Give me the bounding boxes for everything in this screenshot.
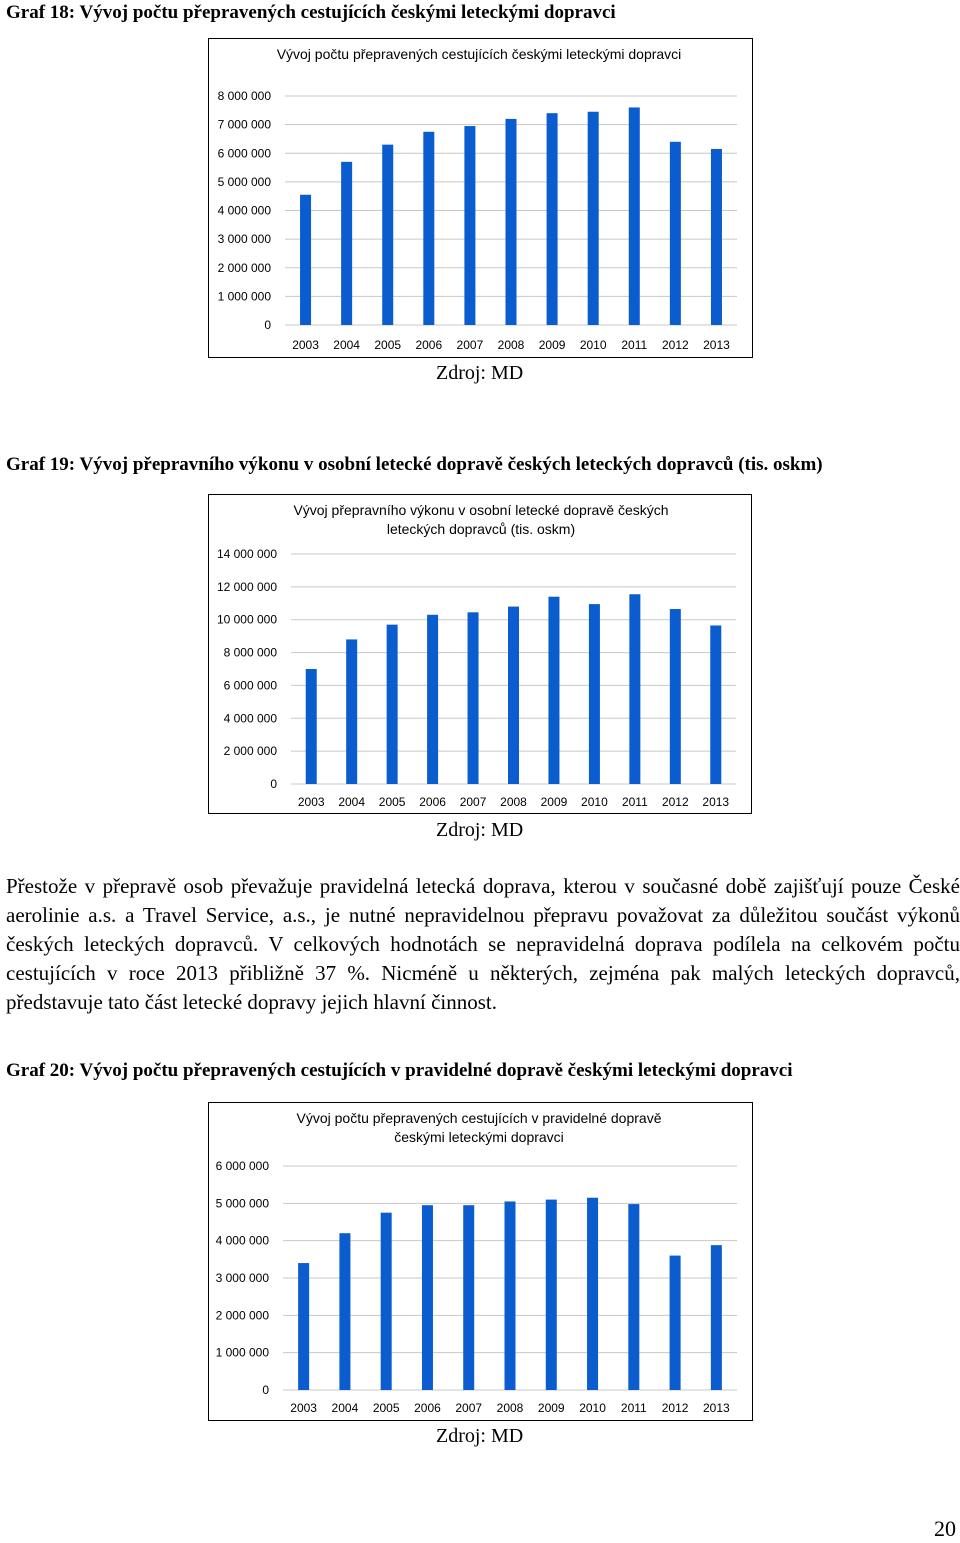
- x-tick-label: 2004: [331, 1401, 359, 1415]
- y-tick-label: 2 000 000: [217, 260, 271, 275]
- x-tick-label: 2007: [456, 338, 484, 352]
- y-tick-label: 4 000 000: [215, 1233, 269, 1248]
- chart-19: [208, 494, 752, 814]
- x-tick-label: 2011: [620, 1401, 647, 1415]
- y-tick-label: 5 000 000: [217, 174, 271, 189]
- x-tick-label: 2011: [621, 338, 648, 352]
- chart-18-source: Zdroj: MD: [436, 362, 524, 384]
- y-tick-label: 3 000 000: [217, 232, 271, 247]
- y-tick-label: 0: [270, 777, 277, 791]
- y-tick-label: 3 000 000: [215, 1271, 269, 1285]
- bar-2007: [464, 126, 475, 325]
- body-paragraph: Přestože v přepravě osob převažuje pravidelná letecká doprava, kterou v současné době zajišťují pouze České aerolinie a.s. a Travel Service, a.s., je nutné nepravidelnou přepravu považovat za důležitou součást výkonů českých leteckých dopravců. V celkových hodnotách se nepravidelná doprava podílela na celkovém počtu cestujících v roce 2013 přibližně 37 %. Nicméně u některých, zejména pak malých leteckých dopravců, představuje tato část letecké dopravy jejich hlavní činnost.: [6, 874, 960, 1014]
- x-tick-label: 2007: [459, 795, 487, 809]
- bar-2013: [711, 1245, 722, 1390]
- x-tick-label: 2006: [414, 1401, 441, 1415]
- graph-18-heading: Graf 18: Vývoj počtu přepravených cestujících českými leteckými dopravci: [6, 2, 616, 23]
- x-tick-label: 2010: [579, 338, 607, 352]
- x-tick-label: 2008: [500, 795, 527, 809]
- x-tick-label: 2009: [538, 338, 566, 352]
- bar-2007: [463, 1205, 474, 1390]
- y-tick-label: 2 000 000: [223, 744, 277, 759]
- x-tick-label: 2006: [415, 338, 443, 352]
- bar-2004: [346, 639, 357, 784]
- bar-2011: [629, 594, 640, 784]
- x-tick-label: 2011: [621, 795, 648, 809]
- x-tick-label: 2008: [496, 1401, 524, 1415]
- x-tick-label: 2004: [333, 338, 360, 352]
- y-tick-label: 6 000 000: [217, 146, 271, 161]
- chart-20-svg: [209, 1103, 752, 1420]
- page-number: 20: [934, 1516, 956, 1541]
- bar-2009: [546, 1200, 557, 1390]
- chart-20: [208, 1102, 753, 1421]
- y-tick-label: 0: [264, 318, 271, 332]
- graph-20-heading: Graf 20: Vývoj počtu přepravených cestujících v pravidelné dopravě českými leteckými dopravci: [6, 1060, 793, 1081]
- chart-18-title: Vývoj počtu přepravených cestujících českými leteckými dopravci: [276, 46, 682, 62]
- y-tick-label: 1 000 000: [217, 289, 271, 304]
- x-tick-label: 2013: [703, 338, 730, 352]
- bar-2013: [711, 149, 722, 325]
- y-tick-label: 10 000 000: [216, 612, 277, 627]
- y-tick-label: 4 000 000: [223, 711, 277, 726]
- bar-2011: [629, 107, 640, 325]
- bar-2005: [381, 1213, 392, 1390]
- bar-2004: [341, 162, 352, 325]
- bar-2003: [300, 195, 311, 325]
- y-tick-label: 8 000 000: [223, 645, 277, 660]
- y-tick-label: 6 000 000: [223, 678, 277, 693]
- bar-2012: [670, 1256, 681, 1390]
- x-tick-label: 2012: [661, 1401, 689, 1415]
- y-tick-label: 6 000 000: [215, 1159, 269, 1173]
- x-tick-label: 2010: [579, 1401, 606, 1415]
- y-tick-label: 0: [262, 1383, 269, 1397]
- bar-2006: [423, 132, 434, 325]
- x-tick-label: 2013: [702, 795, 730, 809]
- y-tick-label: 12 000 000: [216, 579, 277, 594]
- bar-2013: [710, 625, 721, 784]
- chart-18: [208, 38, 753, 358]
- x-tick-label: 2013: [703, 1401, 730, 1415]
- bar-2008: [506, 119, 517, 325]
- x-tick-label: 2008: [497, 338, 525, 352]
- bar-2003: [306, 669, 317, 784]
- x-tick-label: 2003: [297, 795, 325, 809]
- chart-19-title: Vývoj přepravního výkonu v osobní letecké dopravě českých leteckých dopravců (tis. oskm): [293, 502, 669, 537]
- chart-20-source: Zdroj: MD: [436, 1425, 524, 1447]
- bar-2010: [588, 112, 599, 325]
- chart-20-title: Vývoj počtu přepravených cestujících v pravidelné dopravě českými leteckými dopravci: [296, 1110, 662, 1145]
- bar-2009: [548, 597, 559, 784]
- bar-2007: [468, 612, 479, 784]
- bar-2012: [670, 142, 681, 325]
- y-tick-label: 8 000 000: [217, 89, 271, 103]
- bar-2006: [422, 1205, 433, 1390]
- y-tick-label: 7 000 000: [217, 117, 271, 132]
- bar-2010: [587, 1198, 598, 1390]
- bar-2008: [505, 1201, 516, 1390]
- chart-19-svg: [209, 495, 751, 813]
- bar-2005: [387, 625, 398, 784]
- y-tick-label: 1 000 000: [215, 1345, 269, 1360]
- bar-2005: [382, 145, 393, 325]
- x-tick-label: 2012: [662, 338, 689, 352]
- x-tick-label: 2003: [290, 1401, 317, 1415]
- x-tick-label: 2012: [661, 795, 689, 809]
- bar-2010: [589, 604, 600, 784]
- x-tick-label: 2006: [419, 795, 446, 809]
- x-tick-label: 2003: [292, 338, 319, 352]
- x-tick-label: 2005: [374, 338, 402, 352]
- y-tick-label: 2 000 000: [215, 1308, 269, 1323]
- y-tick-label: 5 000 000: [215, 1196, 269, 1211]
- x-tick-label: 2005: [372, 1401, 400, 1415]
- bar-2012: [670, 609, 681, 784]
- x-tick-label: 2007: [455, 1401, 483, 1415]
- chart-19-source: Zdroj: MD: [436, 819, 524, 841]
- x-tick-label: 2010: [581, 795, 608, 809]
- bar-2008: [508, 607, 519, 784]
- x-tick-label: 2009: [537, 1401, 565, 1415]
- bar-2006: [427, 615, 438, 784]
- y-tick-label: 14 000 000: [216, 547, 277, 561]
- bar-2009: [547, 113, 558, 325]
- x-tick-label: 2005: [378, 795, 406, 809]
- chart-18-svg: [209, 39, 752, 357]
- bar-2003: [298, 1263, 309, 1390]
- y-tick-label: 4 000 000: [217, 203, 271, 218]
- x-tick-label: 2004: [338, 795, 366, 809]
- bar-2011: [628, 1204, 639, 1390]
- bar-2004: [339, 1233, 350, 1390]
- x-tick-label: 2009: [540, 795, 568, 809]
- graph-19-heading: Graf 19: Vývoj přepravního výkonu v osobní letecké dopravě českých leteckých dopravců (tis. oskm): [6, 454, 823, 475]
